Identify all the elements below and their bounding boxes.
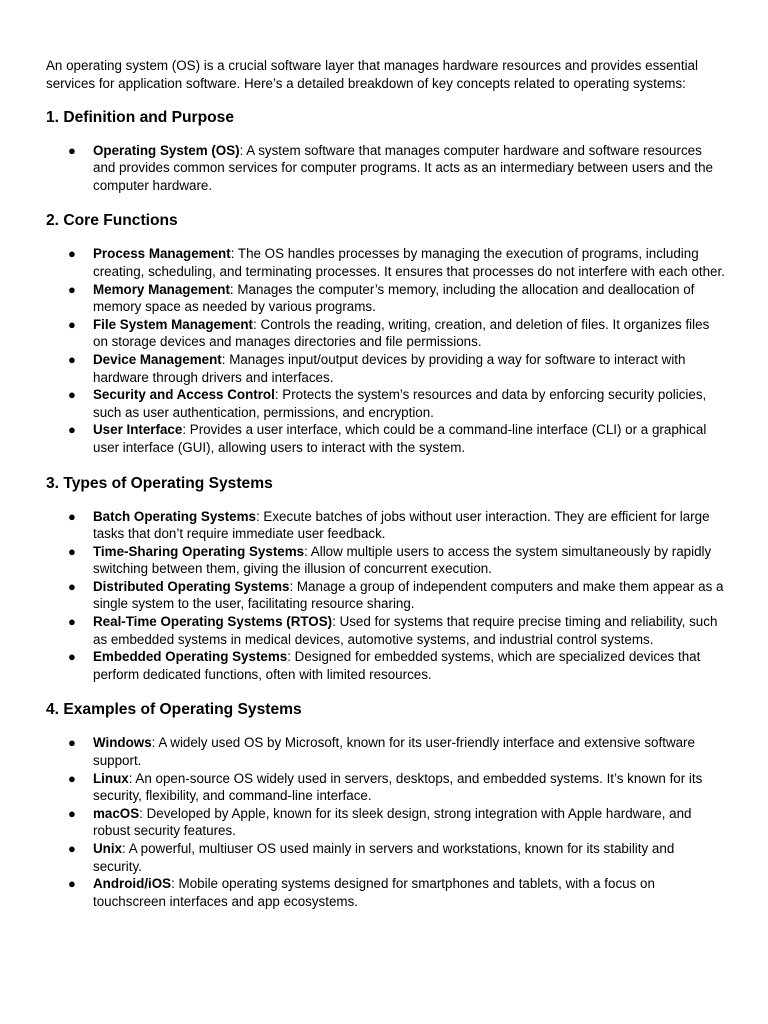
list-item: [46, 578, 726, 613]
list-item: [46, 245, 726, 280]
bullet-icon: ●: [68, 841, 76, 856]
bullet-icon: ●: [68, 422, 76, 438]
item-term: Time-Sharing Operating Systems: [93, 543, 305, 559]
item-term: Distributed Operating Systems: [93, 578, 290, 594]
item-text: : Manages input/output devices by providing a way for software to interact with hardware through drivers and interfaces.: [93, 351, 686, 385]
item-term: User Interface: [93, 422, 183, 438]
item-text: : Mobile operating systems designed for smartphones and tablets, with a focus on touchscreen interfaces and app ecosystems.: [93, 876, 655, 909]
list-item: [46, 770, 726, 805]
list-item: [46, 648, 726, 683]
item-text: : Developed by Apple, known for its sleek design, strong integration with Apple hardware, and robust security features.: [93, 805, 692, 839]
bullet-list: [46, 734, 726, 910]
section-definition-purpose: [46, 108, 726, 195]
item-term: Unix: [93, 841, 123, 856]
list-item: [46, 875, 726, 910]
item-term: Real-Time Operating Systems (RTOS): [93, 614, 333, 630]
bullet-icon: ●: [68, 543, 76, 559]
item-term: Memory Management: [93, 281, 230, 297]
section-types-of-os: [46, 474, 726, 684]
list-item: [46, 840, 726, 875]
bullet-icon: ●: [68, 735, 76, 751]
bullet-icon: ●: [68, 387, 76, 403]
list-item: [46, 508, 726, 543]
item-term: Security and Access Control: [93, 387, 275, 403]
bullet-icon: ●: [68, 316, 76, 332]
bullet-icon: ●: [68, 281, 76, 297]
item-text: : A powerful, multiuser OS used mainly in servers and workstations, known for its stability and security.: [93, 841, 675, 874]
item-term: Windows: [93, 735, 152, 751]
item-text: : A system software that manages computer hardware and software resources and provides common services for computer programs. It acts as an intermediary between users and the computer hardware.: [93, 142, 713, 193]
bullet-icon: ●: [68, 614, 76, 630]
item-text: : Used for systems that require precise timing and reliability, such as embedded systems in medical devices, automotive systems, and industrial control systems.: [93, 614, 718, 647]
list-item: [46, 142, 726, 195]
section-heading: 3. Types of Operating Systems: [46, 474, 273, 492]
item-term: Device Management: [93, 351, 222, 367]
item-text: : Controls the reading, writing, creation, and deletion of files. It organizes files on storage devices and manages directories and file permissions.: [93, 316, 710, 350]
item-text: : Provides a user interface, which could be a command-line interface (CLI) or a graphical user interface (GUI), allowing users to interact with the system.: [93, 422, 707, 455]
list-item: [46, 421, 726, 456]
bullet-icon: ●: [68, 578, 76, 594]
list-item: [46, 386, 726, 421]
item-term: Process Management: [93, 246, 231, 262]
item-text: : Designed for embedded systems, which are specialized devices that perform dedicated functions, often with limited resources.: [93, 649, 701, 682]
list-item: [46, 805, 726, 840]
list-item: [46, 316, 726, 351]
item-term: Linux: [93, 770, 129, 786]
bullet-list: [46, 142, 726, 195]
item-term: Android/iOS: [93, 876, 172, 892]
item-text: : The OS handles processes by managing the execution of programs, including creating, scheduling, and terminating processes. It ensures that processes do not interfere with each other.: [93, 246, 725, 279]
bullet-list: [46, 508, 726, 684]
item-term: Batch Operating Systems: [93, 508, 256, 524]
bullet-icon: ●: [68, 770, 76, 786]
item-term: macOS: [93, 805, 140, 821]
bullet-icon: ●: [68, 246, 76, 262]
item-text: : Manage a group of independent computers and make them appear as a single system to the user, facilitating resource sharing.: [93, 578, 724, 612]
bullet-icon: ●: [68, 142, 76, 158]
item-term: File System Management: [93, 316, 253, 332]
item-term: Embedded Operating Systems: [93, 649, 288, 665]
list-item: [46, 351, 726, 386]
item-text: : Allow multiple users to access the system simultaneously by rapidly switching between them, giving the illusion of concurrent execution.: [93, 543, 712, 577]
bullet-icon: ●: [68, 508, 76, 524]
section-heading: 1. Definition and Purpose: [46, 108, 235, 126]
bullet-icon: ●: [68, 805, 76, 821]
section-heading: 2. Core Functions: [46, 212, 178, 230]
item-term: Operating System (OS): [93, 142, 240, 158]
bullet-icon: ●: [68, 649, 76, 665]
intro-paragraph: An operating system (OS) is a crucial software layer that manages hardware resources and provides essential services for application software. Here’s a detailed breakdown of key concepts related to operating systems:: [46, 58, 698, 91]
document-page: [46, 57, 726, 910]
item-text: : An open-source OS widely used in servers, desktops, and embedded systems. It’s known for its security, flexibility, and command-line interface.: [93, 770, 703, 804]
list-item: [46, 543, 726, 578]
list-item: [46, 734, 726, 769]
item-text: : Execute batches of jobs without user interaction. They are efficient for large tasks that don’t require immediate user feedback.: [93, 508, 710, 542]
item-text: : Protects the system’s resources and data by enforcing security policies, such as user authentication, permissions, and encryption.: [93, 387, 707, 420]
list-item: [46, 281, 726, 316]
list-item: [46, 613, 726, 648]
section-examples-of-os: [46, 700, 726, 910]
section-core-functions: [46, 211, 726, 456]
section-heading: 4. Examples of Operating Systems: [46, 701, 302, 719]
bullet-icon: ●: [68, 876, 76, 892]
item-text: : Manages the computer’s memory, including the allocation and deallocation of memory space as needed by various programs.: [93, 281, 695, 315]
bullet-icon: ●: [68, 351, 76, 367]
bullet-list: [46, 245, 726, 456]
item-text: : A widely used OS by Microsoft, known for its user-friendly interface and extensive software support.: [93, 735, 695, 769]
